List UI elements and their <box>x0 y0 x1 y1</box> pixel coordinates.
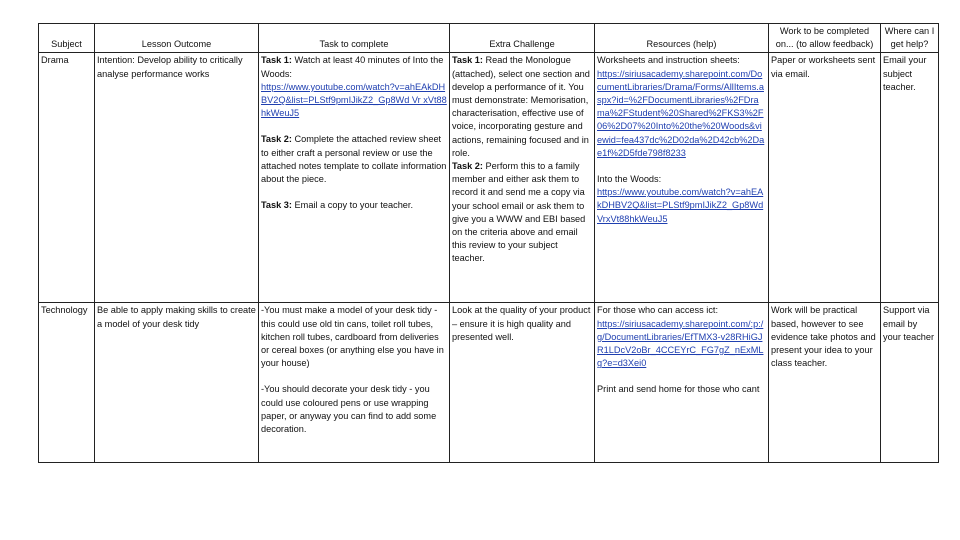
work-completed-cell: Paper or worksheets sent via email. <box>769 53 881 303</box>
extra-challenge-cell <box>450 53 595 303</box>
header-extra-challenge: Extra Challenge <box>450 24 595 53</box>
resources-print-note: Print and send home for those who cant <box>597 384 760 395</box>
extra-task-2-label: Task 2: <box>452 161 483 172</box>
subject-cell: Drama <box>39 53 95 303</box>
header-subject: Subject <box>39 24 95 53</box>
extra-task-1-label: Task 1: <box>452 55 483 66</box>
sharepoint-presentation-link[interactable]: https://siriusacademy.sharepoint.com/:p:/g/DocumentLibraries/EfTMX3-v28RHiGJR1LDcV2oBr_4CCEYrC_FG7gZ_nExMLg?e=d3Xei0 <box>597 318 764 369</box>
extra-task-1-text: Read the Monologue (attached), select one section and develop a performance of it. You must demonstrate: Memorisation, characterisation, effective use of voice, incorporating gesture and actions, remaining focused and in role. <box>452 55 590 158</box>
header-where-help: Where can I get help? <box>881 24 939 53</box>
task-2 <box>261 133 447 186</box>
sharepoint-worksheets-link[interactable]: https://siriusacademy.sharepoint.com/DocumentLibraries/Drama/Forms/AllItems.aspx?id=%2FDocumentLibraries%2FDrama%2FStudent%20Shared%2FKS3%2F06%2D07%20Into%20the%20Woods&viewid=fea437dc%2D02da%2D42cb%2Dae1f%2D5fde798f8233 <box>597 68 765 158</box>
task-cell <box>259 53 450 303</box>
resources-video-intro: Into the Woods: <box>597 174 662 185</box>
task-1-text: Watch at least 40 minutes of Into the Woods: <box>261 55 444 79</box>
where-help-cell: Email your subject teacher. <box>881 53 939 303</box>
header-lesson-outcome: Lesson Outcome <box>95 24 259 53</box>
lesson-outcome-cell: Intention: Develop ability to critically analyse performance works <box>95 53 259 303</box>
extra-task-2 <box>452 160 592 266</box>
subject-cell: Technology <box>39 303 95 463</box>
resources-cell <box>595 53 769 303</box>
task-3 <box>261 199 447 212</box>
extra-task-1 <box>452 54 592 160</box>
youtube-video-link[interactable]: https://www.youtube.com/watch?v=ahEAkDHBV2Q&list=PLStf9pmIJikZ2_Gp8WdVrxVt88hkWeuJ5 <box>597 187 764 224</box>
lesson-plan-table <box>38 23 939 463</box>
header-task-to-complete: Task to complete <box>259 24 450 53</box>
extra-challenge-cell: Look at the quality of your product – ensure it is high quality and presented well. <box>450 303 595 463</box>
task-2-label: Task 2: <box>261 134 292 145</box>
task-1 <box>261 54 447 80</box>
task-cell <box>259 303 450 463</box>
work-completed-cell: Work will be practical based, however to see evidence take photos and present your idea to your class teacher. <box>769 303 881 463</box>
header-row <box>39 24 939 53</box>
table-row-drama <box>39 53 939 303</box>
extra-task-2-text: Perform this to a family member and either ask them to record it and send me a copy via your school email or ask them to give you a WWW and EBI based on the criteria above and email this review to your subject teacher. <box>452 161 586 264</box>
task-3-text: Email a copy to your teacher. <box>291 200 414 211</box>
table-row-technology <box>39 303 939 463</box>
task-2-text: Complete the attached review sheet to either craft a personal review or use the attached notes template to collate information about the piece. <box>261 134 447 185</box>
resources-cell <box>595 303 769 463</box>
resources-intro: For those who can access ict: <box>597 305 719 316</box>
resources-intro: Worksheets and instruction sheets: <box>597 55 740 66</box>
lesson-outcome-cell: Be able to apply making skills to create a model of your desk tidy <box>95 303 259 463</box>
task-3-label: Task 3: <box>261 200 292 211</box>
task-1-label: Task 1: <box>261 55 292 66</box>
task-decorate: -You should decorate your desk tidy - you could use coloured pens or use wrapping paper, or anyway you can find to add some decoration. <box>261 384 437 435</box>
into-the-woods-video-link[interactable]: https://www.youtube.com/watch?v=ahEAkDHBV2Q&list=PLStf9pmIJikZ2_Gp8Wd Vr xVt88hkWeuJ5 <box>261 81 447 119</box>
header-resources: Resources (help) <box>595 24 769 53</box>
task-make-model: -You must make a model of your desk tidy - this could use old tin cans, toilet roll tubes, kitchen roll tubes, cardboard from deliveries or cereal boxes (or anything else you have in your house) <box>261 305 444 369</box>
header-work-completed: Work to be completed on... (to allow feedback) <box>769 24 881 53</box>
where-help-cell: Support via email by your teacher <box>881 303 939 463</box>
